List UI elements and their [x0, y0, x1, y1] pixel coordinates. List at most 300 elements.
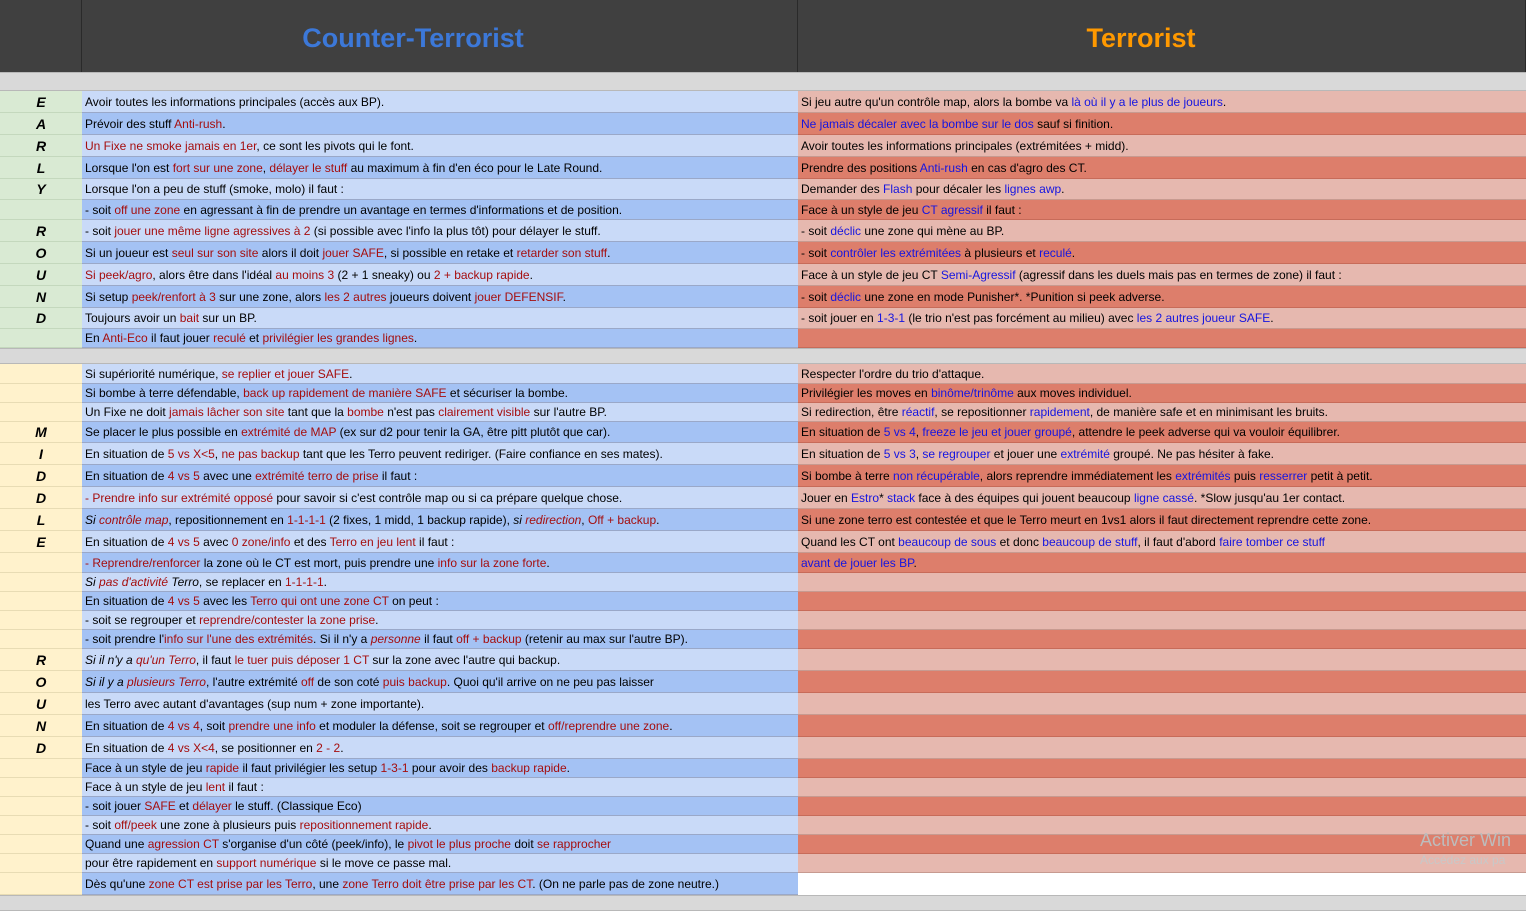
- cell-text-run: . Quoi qu'il arrive on ne peu pas laisser: [446, 675, 654, 689]
- cell-text-run: En situation de: [85, 594, 168, 608]
- cell-text-run: à plusieurs et: [961, 246, 1040, 260]
- middle-round-t-note[interactable]: [798, 611, 1526, 630]
- early-round-t-note[interactable]: [798, 200, 1526, 220]
- cell-text-run: - soit: [85, 203, 115, 217]
- middle-round-t-note[interactable]: [798, 465, 1526, 487]
- cell-text-run: il faut :: [225, 780, 264, 794]
- cell-text-run: , attendre le peek adverse qui va vouloir équilibrer.: [1071, 425, 1341, 439]
- middle-round-t-note[interactable]: [798, 553, 1526, 573]
- cell-text-run: CT agressif: [921, 203, 983, 217]
- middle-round-label-cell: N: [0, 715, 82, 737]
- cell-text-run: délayer: [192, 799, 232, 813]
- middle-round-t-note[interactable]: [798, 737, 1526, 759]
- cell-text-run: sauf si finition.: [1033, 117, 1114, 131]
- cell-text-run: les 2 autres joueur SAFE: [1136, 311, 1271, 325]
- early-round-t-note[interactable]: [798, 286, 1526, 308]
- cell-text-run: puis: [1230, 469, 1260, 483]
- cell-text-run: agression CT: [147, 837, 219, 851]
- cell-text-run: Un Fixe ne smoke jamais en 1er: [85, 139, 257, 153]
- cell-text-run: les 2 autres: [324, 290, 387, 304]
- cell-text-run: Terro: [168, 575, 199, 589]
- cell-text-run: tant que les Terro peuvent rediriger. (Faire confiance en ses mates).: [299, 447, 663, 461]
- cell-text-run: faire tomber ce stuff: [1219, 535, 1326, 549]
- cell-text-run: Si: [85, 513, 100, 527]
- cell-text-run: 2 - 2: [316, 741, 341, 755]
- cell-text-run: reprendre/contester la zone prise: [199, 613, 376, 627]
- cell-text-run: en cas d'agro des CT.: [967, 161, 1087, 175]
- cell-text-run: - Prendre info sur extrémité opposé: [85, 491, 274, 505]
- cell-text-run: back up rapidement de manière SAFE: [243, 386, 447, 400]
- middle-round-ct-note[interactable]: [82, 854, 798, 873]
- middle-round-label-cell: [0, 630, 82, 649]
- middle-round-ct-note[interactable]: [82, 797, 798, 816]
- middle-round-ct-note[interactable]: [82, 816, 798, 835]
- middle-round-t-note[interactable]: [798, 816, 1526, 835]
- cell-text-run: Si supériorité numérique,: [85, 367, 222, 381]
- cell-text-run: Privilégier les moves en: [801, 386, 932, 400]
- middle-round-t-note[interactable]: [798, 403, 1526, 422]
- cell-text-run: ,: [581, 513, 588, 527]
- cell-text-run: sur l'autre BP.: [530, 405, 608, 419]
- cell-text-run: resserrer: [1259, 469, 1308, 483]
- cell-text-run: le stuff. (Classique Eco): [231, 799, 362, 813]
- early-round-ct-note[interactable]: [82, 308, 798, 329]
- middle-round-t-note[interactable]: [798, 422, 1526, 443]
- cell-text-run: , il faut d'abord: [1137, 535, 1220, 549]
- middle-round-t-note[interactable]: [798, 384, 1526, 403]
- cell-text-run: En situation de: [801, 447, 884, 461]
- middle-round-ct-note[interactable]: [82, 611, 798, 630]
- cell-text-run: doit: [510, 837, 537, 851]
- middle-round-ct-note[interactable]: [82, 465, 798, 487]
- cell-text-run: Off + backup: [587, 513, 657, 527]
- cell-text-run: Terro qui ont une zone CT: [250, 594, 389, 608]
- cell-text-run: , de manière safe et en minimisant les bruits.: [1089, 405, 1328, 419]
- cell-text-run: il faut: [420, 632, 457, 646]
- middle-round-ct-note[interactable]: [82, 671, 798, 693]
- cell-text-run: sur la zone avec l'autre qui backup.: [369, 653, 561, 667]
- cell-text-run: freeze le jeu et jouer groupé: [922, 425, 1072, 439]
- early-round-label-cell: U: [0, 264, 82, 286]
- middle-round-label-cell: [0, 364, 82, 384]
- middle-round-label-cell: [0, 816, 82, 835]
- cell-text-run: 1-1-1-1: [284, 575, 324, 589]
- middle-round-t-note[interactable]: [798, 573, 1526, 592]
- cell-text-run: au moins 3: [275, 268, 335, 282]
- early-round-label-cell: R: [0, 135, 82, 157]
- middle-round-ct-note[interactable]: [82, 835, 798, 854]
- middle-round-t-note[interactable]: [798, 778, 1526, 797]
- cell-text-run: binôme/trinôme: [931, 386, 1014, 400]
- early-round-t-note[interactable]: [798, 220, 1526, 242]
- cell-text-run: Terro en jeu lent: [329, 535, 416, 549]
- cell-text-run: face à des équipes qui jouent beaucoup: [915, 491, 1134, 505]
- early-round-t-note[interactable]: [798, 329, 1526, 348]
- middle-round-label-cell: M: [0, 422, 82, 443]
- cell-text-run: pour décaler les: [912, 182, 1005, 196]
- middle-round-ct-note[interactable]: [82, 509, 798, 531]
- cell-text-run: n'est pas: [383, 405, 439, 419]
- cell-text-run: il faut :: [415, 535, 455, 549]
- middle-round-label-cell: [0, 384, 82, 403]
- middle-round-t-note[interactable]: [798, 797, 1526, 816]
- cell-text-run: 1-3-1: [380, 761, 409, 775]
- cell-text-run: Avoir toutes les informations principales (accès aux BP).: [85, 95, 385, 109]
- cell-text-run: retarder son stuff: [516, 246, 608, 260]
- cell-text-run: il faut :: [378, 469, 418, 483]
- cell-text-run: En: [85, 331, 103, 345]
- early-round-label-cell: D: [0, 308, 82, 329]
- cell-text-run: en agressant à fin de prendre un avantage en termes d'informations et de position.: [180, 203, 623, 217]
- cell-text-run: info sur la zone forte: [437, 556, 547, 570]
- early-round-label-cell: O: [0, 242, 82, 264]
- cell-text-run: et moduler la défense, soit se regrouper et: [315, 719, 548, 733]
- middle-round-ct-note[interactable]: [82, 531, 798, 553]
- cell-text-run: .: [428, 818, 432, 832]
- middle-round-ct-note[interactable]: [82, 630, 798, 649]
- middle-round-t-note[interactable]: [798, 509, 1526, 531]
- early-round-t-note[interactable]: [798, 242, 1526, 264]
- early-round-label-cell: A: [0, 113, 82, 135]
- cell-text-run: .: [607, 246, 611, 260]
- middle-round-ct-note[interactable]: [82, 778, 798, 797]
- cell-text-run: Si: [85, 575, 100, 589]
- cell-text-run: , alors être dans l'idéal: [152, 268, 276, 282]
- cell-text-run: réactif: [901, 405, 935, 419]
- cell-text-run: se regrouper: [922, 447, 991, 461]
- cell-text-run: plusieurs Terro: [127, 675, 206, 689]
- middle-round-label-cell: R: [0, 649, 82, 671]
- cell-text-run: , alors reprendre immédiatement les: [979, 469, 1176, 483]
- cell-text-run: peek/renfort à 3: [131, 290, 216, 304]
- cell-text-run: Anti-rush: [919, 161, 968, 175]
- middle-round-ct-note[interactable]: [82, 693, 798, 715]
- middle-round-t-note[interactable]: [798, 630, 1526, 649]
- cell-text-run: pour savoir si c'est contrôle map ou si ca prépare quelque chose.: [273, 491, 623, 505]
- cell-text-run: et donc: [996, 535, 1043, 549]
- cell-text-run: En situation de: [85, 719, 168, 733]
- cell-text-run: info sur l'une des extrémités: [164, 632, 314, 646]
- cell-text-run: avec une: [199, 469, 256, 483]
- middle-round-ct-note[interactable]: [82, 873, 798, 895]
- cell-text-run: personne: [370, 632, 421, 646]
- cell-text-run: bait: [179, 311, 200, 325]
- cell-text-run: se replier et jouer SAFE: [221, 367, 350, 381]
- cell-text-run: .: [566, 761, 570, 775]
- middle-round-t-note[interactable]: [798, 592, 1526, 611]
- gap-row-top: [0, 72, 1526, 91]
- early-round-ct-note[interactable]: [82, 200, 798, 220]
- early-round-t-note[interactable]: [798, 179, 1526, 200]
- cell-text-run: bombe: [347, 405, 384, 419]
- cell-text-run: , se positionner en: [214, 741, 317, 755]
- cell-text-run: Si une zone terro est contestée et que le Terro meurt en 1vs1 alors il faut directement reprendre cette zone.: [801, 513, 1372, 527]
- cell-text-run: pour être rapidement en: [85, 856, 217, 870]
- early-round-ct-note[interactable]: [82, 135, 798, 157]
- cell-text-run: clairement visible: [438, 405, 531, 419]
- middle-round-ct-note[interactable]: [82, 649, 798, 671]
- cell-text-run: , repositionnement en: [168, 513, 288, 527]
- cell-text-run: En situation de: [85, 469, 168, 483]
- middle-round-label-cell: [0, 573, 82, 592]
- cell-text-run: 5 vs 4: [883, 425, 916, 439]
- cell-text-run: jamais lâcher son site: [169, 405, 285, 419]
- cell-text-run: .: [222, 117, 226, 131]
- early-round-ct-note[interactable]: [82, 286, 798, 308]
- cell-text-run: , si possible en retake et: [383, 246, 517, 260]
- cell-text-run: (2 + 1 sneaky) ou: [334, 268, 434, 282]
- cell-text-run: extrémité terro de prise: [255, 469, 379, 483]
- cell-text-run: *: [879, 491, 888, 505]
- middle-round-ct-note[interactable]: [82, 384, 798, 403]
- cell-text-run: - soit jouer: [85, 799, 145, 813]
- cell-text-run: déclic: [830, 290, 862, 304]
- middle-round-t-note[interactable]: [798, 364, 1526, 384]
- cell-text-run: support numérique: [216, 856, 317, 870]
- cell-text-run: privilégier les grandes lignes: [262, 331, 414, 345]
- cell-text-run: .: [349, 367, 353, 381]
- early-round-ct-note[interactable]: [82, 329, 798, 348]
- cell-text-run: Se placer le plus possible en: [85, 425, 242, 439]
- cell-text-run: repositionnement rapide: [299, 818, 429, 832]
- cell-text-run: 2 + backup rapide: [433, 268, 530, 282]
- cell-text-run: 1-1-1-1: [287, 513, 326, 527]
- cell-text-run: .: [1222, 95, 1227, 109]
- cell-text-run: ligne cassé: [1133, 491, 1194, 505]
- cell-text-run: joueurs doivent: [386, 290, 475, 304]
- cell-text-run: . *Slow jusqu'au 1er contact.: [1193, 491, 1346, 505]
- cell-text-run: au maximum à fin d'en éco pour le Late Round.: [347, 161, 603, 175]
- cell-text-run: il faut privilégier les setup: [239, 761, 381, 775]
- cell-text-run: Semi-Agressif: [940, 268, 1016, 282]
- cell-text-run: Si bombe à terre défendable,: [85, 386, 244, 400]
- early-round-t-note[interactable]: [798, 135, 1526, 157]
- cell-text-run: extrémités: [1175, 469, 1231, 483]
- middle-round-ct-note[interactable]: [82, 573, 798, 592]
- cell-text-run: - soit se regrouper et: [85, 613, 200, 627]
- cell-text-run: avant de jouer les BP: [801, 556, 914, 570]
- cell-text-run: zone CT est prise par les Terro: [148, 877, 313, 891]
- early-round-t-note[interactable]: [798, 91, 1526, 113]
- cell-text-run: (le trio n'est pas forcément au milieu) avec: [905, 311, 1137, 325]
- cell-text-run: En situation de: [85, 741, 168, 755]
- header-label-cell: [0, 0, 82, 72]
- middle-round-t-note[interactable]: [798, 531, 1526, 553]
- middle-round-label-cell: [0, 611, 82, 630]
- cell-text-run: .: [1071, 246, 1076, 260]
- middle-round-t-note[interactable]: [798, 854, 1526, 873]
- cell-text-run: .: [529, 268, 533, 282]
- ct-header-title: Counter-Terrorist: [302, 23, 524, 53]
- t-header-title: Terrorist: [1086, 23, 1196, 53]
- cell-text-run: jouer une même ligne agressives à 2: [114, 224, 311, 238]
- cell-text-run: Jouer en: [801, 491, 852, 505]
- cell-text-run: off + backup: [456, 632, 522, 646]
- cell-text-run: .: [413, 331, 418, 345]
- cell-text-run: Dès qu'une: [85, 877, 149, 891]
- cell-text-run: .: [669, 719, 673, 733]
- cell-text-run: puis backup: [382, 675, 447, 689]
- cell-text-run: Face à un style de jeu: [85, 761, 206, 775]
- cell-text-run: contrôle map: [99, 513, 169, 527]
- cell-text-run: SAFE: [144, 799, 176, 813]
- cell-text-run: beaucoup de sous: [898, 535, 997, 549]
- cell-text-run: 1-3-1: [877, 311, 906, 325]
- middle-round-t-note[interactable]: [798, 715, 1526, 737]
- cell-text-run: contrôler les extrémitées: [830, 246, 962, 260]
- middle-round-t-note[interactable]: [798, 759, 1526, 778]
- early-round-t-note[interactable]: [798, 264, 1526, 286]
- early-round-label-cell: R: [0, 220, 82, 242]
- middle-round-ct-note[interactable]: [82, 487, 798, 509]
- cell-text-run: lignes awp: [1004, 182, 1062, 196]
- middle-round-t-note[interactable]: [798, 693, 1526, 715]
- middle-round-t-note[interactable]: [798, 671, 1526, 693]
- cell-text-run: et des: [290, 535, 330, 549]
- middle-round-label-cell: I: [0, 443, 82, 465]
- cell-text-run: . Si il n'y a: [313, 632, 371, 646]
- cell-text-run: sur un BP.: [199, 311, 257, 325]
- early-round-ct-note[interactable]: [82, 157, 798, 179]
- cell-text-run: Toujours avoir un: [85, 311, 180, 325]
- cell-text-run: délayer le stuff: [269, 161, 348, 175]
- early-round-t-note[interactable]: [798, 113, 1526, 135]
- cell-text-run: (agressif dans les duels mais pas en termes de zone) il faut :: [1015, 268, 1342, 282]
- early-round-ct-note[interactable]: [82, 91, 798, 113]
- cell-text-run: beaucoup de stuff: [1042, 535, 1138, 549]
- middle-round-t-note[interactable]: [798, 835, 1526, 854]
- cell-text-run: et: [245, 331, 263, 345]
- cell-text-run: Avoir toutes les informations principales (extrémitées + midd).: [801, 139, 1129, 153]
- early-round-label-cell: E: [0, 91, 82, 113]
- cell-text-run: En situation de: [85, 447, 168, 461]
- cell-text-run: une zone qui mène au BP.: [861, 224, 1005, 238]
- cell-text-run: zone Terro doit être prise par les CT: [342, 877, 533, 891]
- cell-text-run: ,: [915, 447, 923, 461]
- cell-text-run: 5 vs X<5: [167, 447, 215, 461]
- cell-text-run: petit à petit.: [1307, 469, 1373, 483]
- early-round-ct-note[interactable]: [82, 220, 798, 242]
- cell-text-run: Si un joueur est: [85, 246, 172, 260]
- gap-row-bottom: [0, 895, 1526, 911]
- middle-round-label-cell: [0, 854, 82, 873]
- cell-text-run: off: [300, 675, 315, 689]
- cell-text-run: une zone à plusieurs puis: [156, 818, 300, 832]
- cell-text-run: extrémité de MAP: [241, 425, 337, 439]
- cell-text-run: Si il n'y a: [85, 653, 136, 667]
- cell-text-run: (si possible avec l'info la plus tôt) pour délayer le stuff.: [310, 224, 601, 238]
- cell-text-run: .: [375, 613, 379, 627]
- cell-text-run: off/reprendre une zone: [547, 719, 670, 733]
- cell-text-run: qu'un Terro: [135, 653, 196, 667]
- windows-activation-watermark-sub: Accédez aux pa: [1420, 853, 1506, 867]
- cell-text-run: off une zone: [114, 203, 181, 217]
- cell-text-run: reculé: [213, 331, 246, 345]
- middle-round-t-note[interactable]: [798, 649, 1526, 671]
- cell-text-run: Quand les CT ont: [801, 535, 899, 549]
- cell-text-run: la zone où le CT est mort, puis prendre une: [200, 556, 438, 570]
- cell-text-run: non récupérable: [893, 469, 980, 483]
- early-round-label-cell: [0, 200, 82, 220]
- middle-round-ct-note[interactable]: [82, 553, 798, 573]
- cell-text-run: Anti-Eco: [102, 331, 148, 345]
- middle-round-label-cell: D: [0, 465, 82, 487]
- early-round-t-note[interactable]: [798, 157, 1526, 179]
- cell-text-run: de son coté: [314, 675, 383, 689]
- cell-text-run: Lorsque l'on a peu de stuff (smoke, molo) il faut :: [85, 182, 344, 196]
- early-round-ct-note[interactable]: [82, 113, 798, 135]
- middle-round-ct-note[interactable]: [82, 364, 798, 384]
- cell-text-run: Prévoir des stuff: [85, 117, 175, 131]
- cell-text-run: Quand une: [85, 837, 148, 851]
- early-round-ct-note[interactable]: [82, 264, 798, 286]
- cell-text-run: , l'autre extrémité: [205, 675, 301, 689]
- middle-round-label-cell: [0, 873, 82, 895]
- cell-text-run: .: [913, 556, 917, 570]
- cell-text-run: lent: [205, 780, 226, 794]
- cell-text-run: .: [1061, 182, 1065, 196]
- cell-text-run: redirection: [525, 513, 582, 527]
- middle-round-ct-note[interactable]: [82, 715, 798, 737]
- cell-text-run: (retenir au max sur l'autre BP).: [521, 632, 688, 646]
- cell-text-run: et sécuriser la bombe.: [446, 386, 568, 400]
- cell-text-run: - Reprendre/renforcer: [85, 556, 201, 570]
- cell-text-run: Lorsque l'on est: [85, 161, 173, 175]
- middle-round-ct-note[interactable]: [82, 403, 798, 422]
- cell-text-run: fort sur une zone: [172, 161, 263, 175]
- cell-text-run: jouer DEFENSIF: [474, 290, 563, 304]
- cell-text-run: , se repositionner: [934, 405, 1030, 419]
- middle-round-t-note[interactable]: [798, 487, 1526, 509]
- cell-text-run: .: [562, 290, 566, 304]
- cell-text-run: ,: [915, 425, 923, 439]
- middle-round-ct-note[interactable]: [82, 592, 798, 611]
- cell-text-run: seul sur son site: [171, 246, 259, 260]
- middle-round-ct-note[interactable]: [82, 422, 798, 443]
- cell-text-run: Anti-rush: [174, 117, 223, 131]
- gap-row-middle: [0, 348, 1526, 364]
- cell-text-run: - soit: [801, 224, 831, 238]
- cell-text-run: s'organise d'un côté (peek/info), le: [218, 837, 408, 851]
- cell-text-run: .: [1270, 311, 1274, 325]
- early-round-t-note[interactable]: [798, 308, 1526, 329]
- cell-text-run: - soit prendre l': [85, 632, 164, 646]
- cell-text-run: ,: [214, 447, 222, 461]
- cell-text-run: aux moves individuel.: [1013, 386, 1132, 400]
- middle-round-ct-note[interactable]: [82, 443, 798, 465]
- cell-text-run: , une: [312, 877, 343, 891]
- middle-round-label-cell: E: [0, 531, 82, 553]
- middle-round-label-cell: [0, 835, 82, 854]
- cell-text-run: 0 zone/info: [231, 535, 291, 549]
- middle-round-label-cell: [0, 553, 82, 573]
- cell-text-run: .: [546, 556, 550, 570]
- middle-round-t-note[interactable]: [798, 443, 1526, 465]
- cell-text-run: le tuer puis déposer 1 CT: [234, 653, 370, 667]
- cell-text-run: reculé: [1039, 246, 1072, 260]
- early-round-label-cell: N: [0, 286, 82, 308]
- early-round-ct-note[interactable]: [82, 179, 798, 200]
- cell-text-run: Face à un style de jeu CT: [801, 268, 941, 282]
- middle-round-ct-note[interactable]: [82, 737, 798, 759]
- cell-text-run: prendre une info: [228, 719, 316, 733]
- cell-text-run: .: [340, 741, 344, 755]
- middle-round-ct-note[interactable]: [82, 759, 798, 778]
- cell-text-run: sur une zone, alors: [215, 290, 325, 304]
- early-round-ct-note[interactable]: [82, 242, 798, 264]
- cell-text-run: Si il y a: [85, 675, 128, 689]
- cell-text-run: extrémité: [1060, 447, 1110, 461]
